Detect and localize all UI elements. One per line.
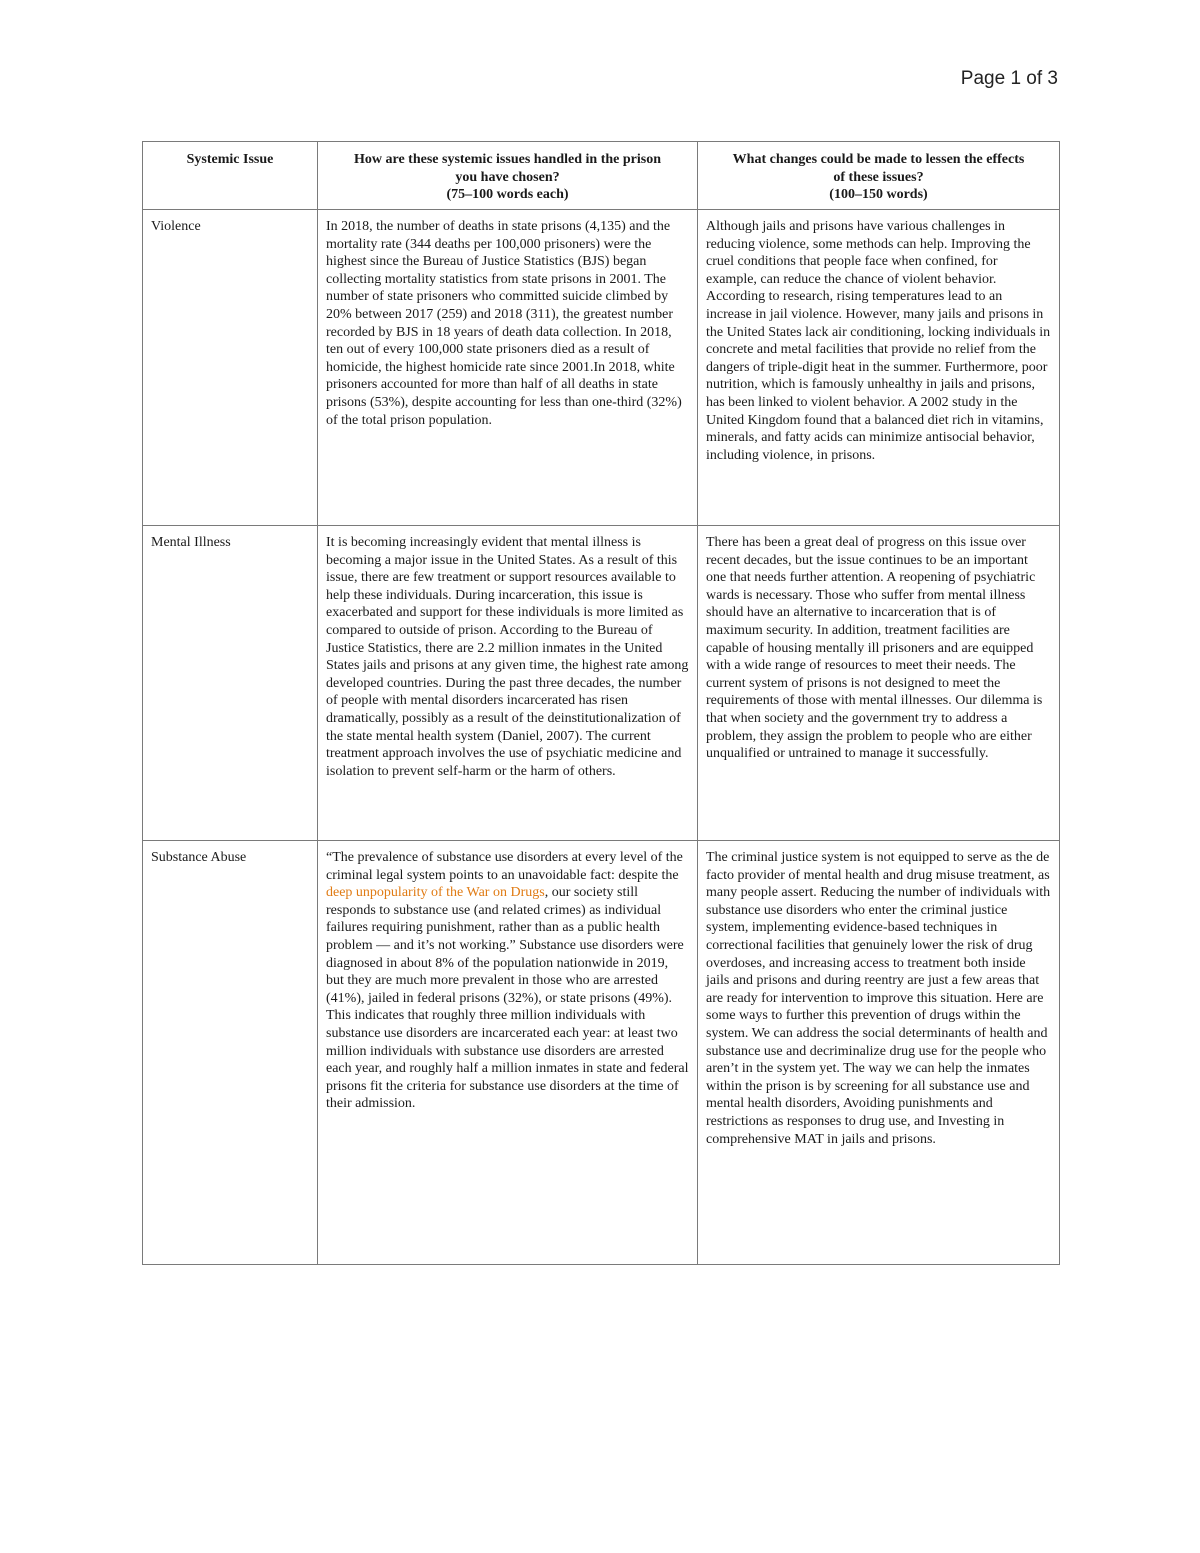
- header-how-handled-line3: (75–100 words each): [446, 187, 569, 203]
- handled-cell: In 2018, the number of deaths in state prisons (4,135) and the mortality rate (344 deaths per 100,000 prisoners) were the highest since the Bureau of Justice Statistics (BJS) began collecting mortality statistics from state prisons in 2001. The number of state prisoners who committed suicide climbed by 20% between 2017 (259) and 2018 (311), the greatest number recorded by BJS in 18 years of death data collection. In 2018, ten out of every 100,000 state prisoners died as a result of homicide, the highest homicide rate since 2001.In 2018, white prisoners accounted for more than half of all deaths in state prisons (53%), despite accounting for less than one-third (32%) of the total prison population.: [318, 210, 698, 526]
- header-changes-line2: of these issues?: [833, 169, 924, 185]
- header-how-handled-line1: How are these systemic issues handled in the prison: [354, 152, 661, 167]
- header-changes: [698, 142, 1060, 210]
- header-how-handled: [318, 142, 698, 210]
- table-header-row: [143, 142, 1060, 210]
- table-row: [143, 841, 1060, 1265]
- page-number: Page 1 of 3: [960, 68, 1058, 89]
- issue-name-cell: Substance Abuse: [143, 841, 318, 1265]
- handled-text-after-link: , our society still responds to substance use (and related crimes) as individual failures requiring punishment, rather than as a public health problem — and it’s not working.” Substance use disorders were diagnosed in about 8% of the population nationwide in 2019, but they are much more prevalent in those who are arrested (41%), jailed in federal prisons (32%), or state prisons (49%). This indicates that roughly three million individuals with substance use disorders are incarcerated each year: at least two million individuals with substance use disorders are arrested each year, and roughly half a million inmates in state and federal prisons fit the criteria for substance use disorders at the time of their admission.: [326, 885, 689, 1112]
- header-changes-line1: What changes could be made to lessen the effects: [732, 152, 1025, 167]
- changes-cell: There has been a great deal of progress on this issue over recent decades, but the issue continues to be an important one that needs further attention. A reopening of psychiatric wards is necessary. Those who suffer from mental illness should have an alternative to incarceration that is of maximum security. In addition, treatment facilities are capable of housing mentally ill prisoners and are equipped with a wide range of resources to meet their needs. The current system of prisons is not designed to meet the requirements of those with mental illnesses. Our dilemma is that when society and the government try to address a problem, they assign the problem to people who are either unqualified or untrained to manage it successfully.: [698, 526, 1060, 841]
- changes-cell: The criminal justice system is not equipped to serve as the de facto provider of mental health and drug misuse treatment, as many people assert. Reducing the number of individuals with substance use disorders who enter the criminal justice system, implementing evidence-based techniques in correctional facilities that genuinely lower the risk of drug overdoses, and increasing access to treatment both inside jails and prisons and during reentry are just a few areas that are ready for intervention to improve this situation. Here are some ways to further this prevention of drugs within the system. We can address the social determinants of health and substance use and decriminalize drug use for the people who aren’t in the system yet. The way we can help the inmates within the prison is by screening for all substance use and mental health disorders, Avoiding punishments and restrictions as responses to drug use, and Investing in comprehensive MAT in jails and prisons.: [698, 841, 1060, 1265]
- changes-cell: Although jails and prisons have various challenges in reducing violence, some methods can help. Improving the cruel conditions that people face when confined, for example, can reduce the chance of violent behavior. According to research, rising temperatures lead to an increase in jail violence. However, many jails and prisons in the United States lack air conditioning, locking individuals in concrete and metal facilities that provide no relief from the dangers of triple-digit heat in the summer. Furthermore, poor nutrition, which is famously unhealthy in jails and prisons, has been linked to violent behavior. A 2002 study in the United Kingdom found that a balanced diet rich in vitamins, minerals, and fatty acids can minimize antisocial behavior, including violence, in prisons.: [698, 210, 1060, 526]
- issue-name-cell: Mental Illness: [143, 526, 318, 841]
- header-how-handled-line2: you have chosen?: [455, 169, 560, 185]
- header-systemic-issue: Systemic Issue: [143, 142, 318, 210]
- war-on-drugs-link[interactable]: deep unpopularity of the War on Drugs: [326, 885, 545, 901]
- issue-name-cell: Violence: [143, 210, 318, 526]
- table-row: [143, 210, 1060, 526]
- handled-cell: [318, 841, 698, 1265]
- header-changes-line3: (100–150 words): [829, 187, 928, 203]
- handled-cell: It is becoming increasingly evident that mental illness is becoming a major issue in the United States. As a result of this issue, there are few treatment or support resources available to help these individuals. During incarceration, this issue is exacerbated and support for these individuals is more limited as compared to outside of prison. According to the Bureau of Justice Statistics, there are 2.2 million inmates in the United States jails and prisons at any given time, the highest rate among developed countries. During the past three decades, the number of people with mental disorders incarcerated has risen dramatically, possibly as a result of the deinstitutionalization of the state mental health system (Daniel, 2007). The current treatment approach involves the use of psychiatic medicine and isolation to prevent self-harm or the harm of others.: [318, 526, 698, 841]
- systemic-issues-table: [142, 141, 1060, 1265]
- handled-text-before-link: “The prevalence of substance use disorders at every level of the criminal legal system points to an unavoidable fact: despite the: [326, 850, 683, 883]
- table-row: [143, 526, 1060, 841]
